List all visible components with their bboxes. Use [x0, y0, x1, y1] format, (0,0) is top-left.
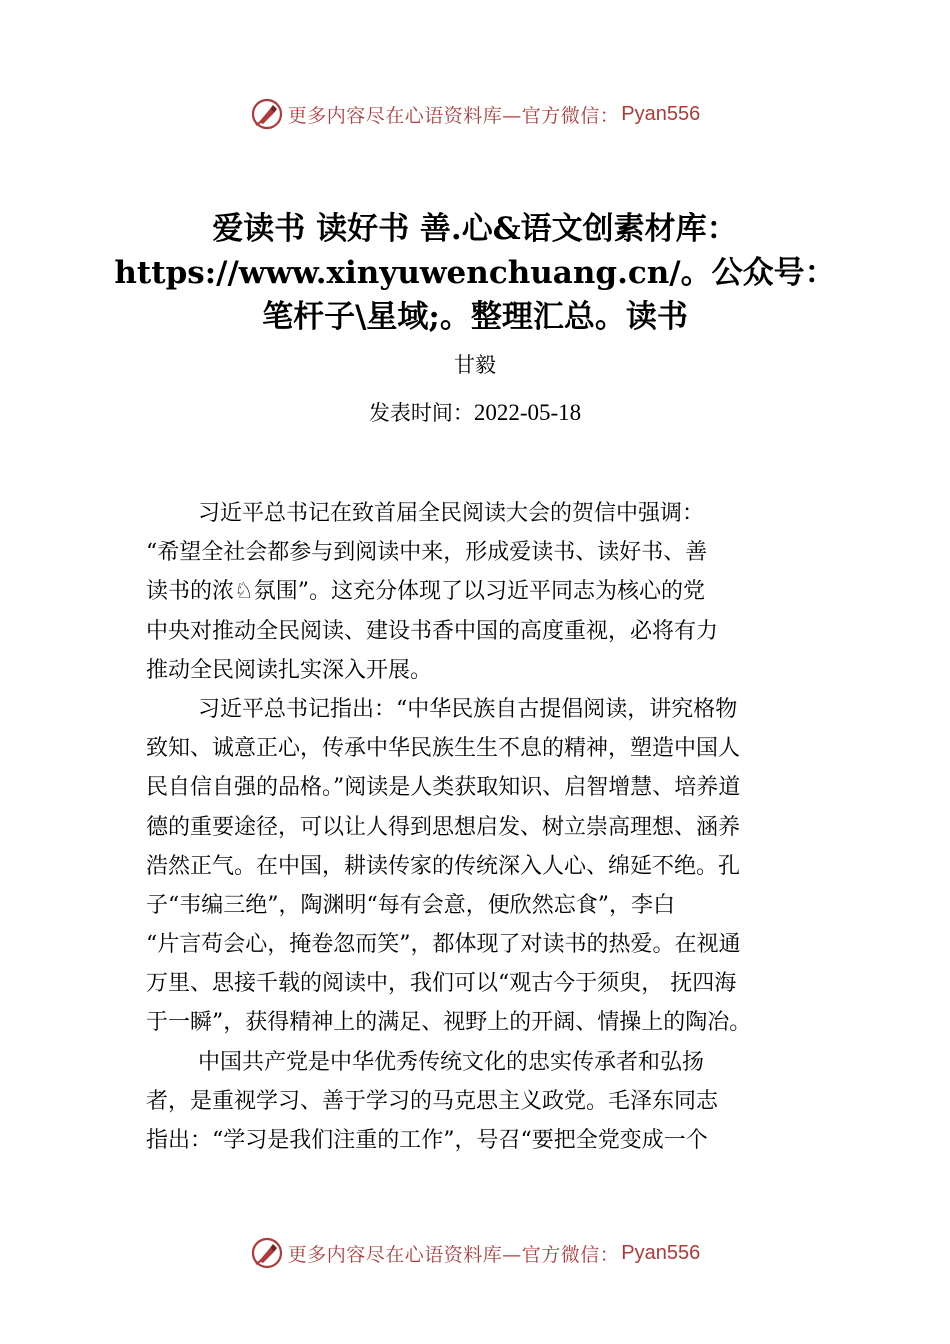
author-name: 甘毅 — [454, 353, 496, 377]
title-line: https://www.xinyuwenchuang.cn/。公众号： — [114, 255, 836, 291]
body-line: “希望全社会都参与到阅读中来，形成爱读书、读好书、善 — [146, 540, 708, 566]
body-line: 浩然正气。在中国，耕读传家的传统深入人心、绵延不绝。孔 — [146, 853, 741, 879]
pen-nib-logo-icon — [250, 97, 284, 131]
article-body — [146, 494, 811, 1160]
body-line: 读书的浓♘氛围”。这充分体现了以习近平同志为核心的党 — [146, 579, 705, 605]
body-line: 万里、思接千载的阅读中，我们可以“观古今于须臾， 抚四海 — [146, 971, 737, 997]
watermark-wechat-id: Pyan556 — [621, 1241, 701, 1264]
body-line: 致知、诚意正心，传承中华民族生生不息的精神，塑造中国人 — [146, 736, 741, 762]
body-line: 者，是重视学习、善于学习的马克思主义政党。毛泽东同志 — [146, 1088, 719, 1114]
document-title — [60, 207, 890, 339]
publish-label: 发表时间： — [368, 401, 474, 425]
watermark-text: 更多内容尽在心语资料库—官方微信： — [287, 1243, 620, 1266]
body-line: 德的重要途径，可以让人得到思想启发、树立崇高理想、涵养 — [146, 814, 741, 840]
watermark-banner-top — [0, 94, 950, 134]
body-line: 习近平总书记指出：“中华民族自古提倡阅读，讲究格物 — [198, 696, 738, 722]
pen-nib-logo-icon — [250, 1236, 284, 1270]
body-line: 中央对推动全民阅读、建设书香中国的高度重视，必将有力 — [146, 618, 719, 644]
watermark-banner-bottom — [0, 1233, 950, 1273]
body-line: “片言苟会心，掩卷忽而笑”，都体现了对读书的热爱。在视通 — [146, 932, 741, 958]
body-line: 子“韦编三绝”，陶渊明“每有会意，便欣然忘食”，李白 — [146, 892, 675, 918]
body-line: 中国共产党是中华优秀传统文化的忠实传承者和弘扬 — [198, 1049, 705, 1075]
publish-date — [0, 398, 950, 428]
body-line: 推动全民阅读扎实深入开展。 — [146, 657, 433, 683]
body-line: 于一瞬”，获得精神上的满足、视野上的开阔、情操上的陶冶。 — [146, 1010, 752, 1036]
title-line: 笔杆子\星域;。整理汇总。读书 — [262, 299, 688, 335]
body-line: 民自信自强的品格。”阅读是人类获取知识、启智增慧、培养道 — [146, 775, 741, 801]
watermark-wechat-id: Pyan556 — [621, 102, 701, 125]
title-line: 爱读书 读好书 善.心&语文创素材库： — [212, 211, 738, 247]
body-line: 指出：“学习是我们注重的工作”，号召“要把全党变成一个 — [146, 1128, 708, 1153]
watermark-text: 更多内容尽在心语资料库—官方微信： — [287, 104, 620, 127]
body-line: 习近平总书记在致首届全民阅读大会的贺信中强调： — [198, 501, 705, 526]
publish-date-value: 2022-05-18 — [473, 400, 582, 425]
